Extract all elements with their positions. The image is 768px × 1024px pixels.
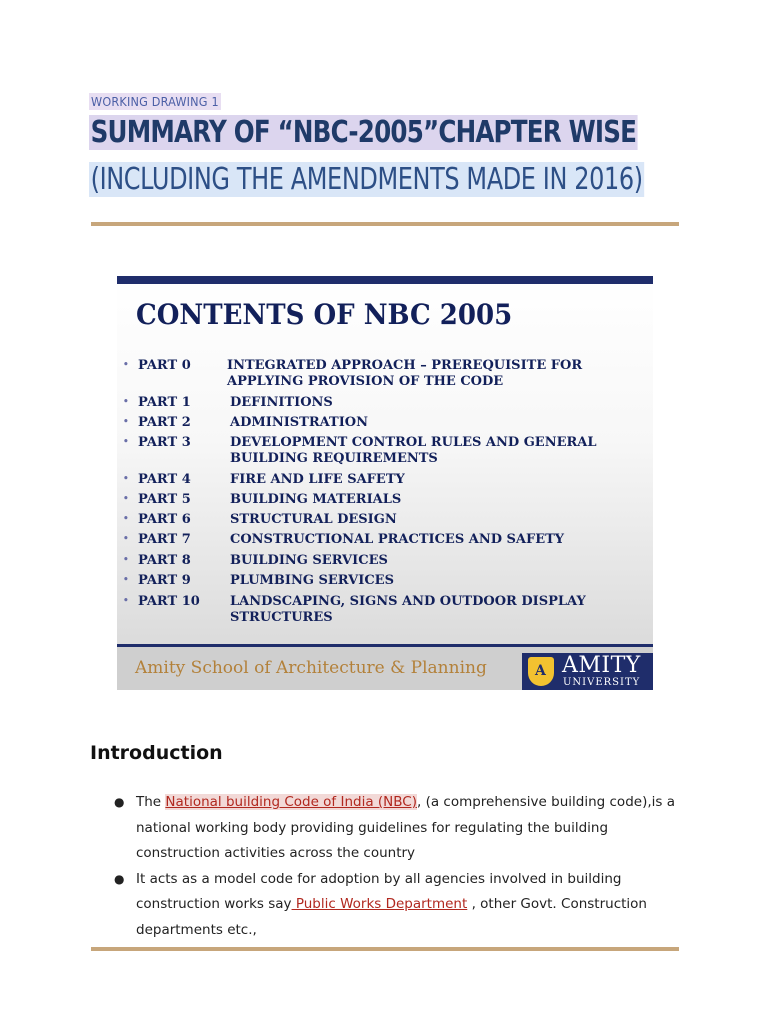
logo-name: AMITY bbox=[562, 653, 641, 678]
bullet-icon: • bbox=[123, 494, 129, 504]
bullet-icon: ● bbox=[114, 795, 125, 809]
bullet-icon: • bbox=[123, 397, 129, 407]
part-number: PART 4 bbox=[138, 472, 191, 487]
part-number: PART 1 bbox=[138, 395, 191, 410]
bullet-text: , (a comprehensive building code),is a national working body providing guidelines for regulating the building construction activities across the country bbox=[136, 794, 675, 861]
bullet-text: The bbox=[136, 794, 166, 810]
part-number: PART 6 bbox=[138, 512, 191, 527]
part-title: PLUMBING SERVICES bbox=[230, 573, 394, 588]
intro-bullet-item bbox=[90, 790, 690, 867]
section-heading: Introduction bbox=[90, 742, 223, 764]
bullet-icon: • bbox=[123, 437, 129, 447]
slide-footer-text: Amity School of Architecture & Planning bbox=[135, 658, 487, 678]
logo-subtitle: UNIVERSITY bbox=[563, 677, 641, 688]
part-number: PART 3 bbox=[138, 435, 191, 450]
document-subtitle: (INCLUDING THE AMENDMENTS MADE IN 2016) bbox=[90, 162, 643, 197]
bullet-icon: • bbox=[123, 596, 129, 606]
part-number: PART 5 bbox=[138, 492, 191, 507]
part-number: PART 10 bbox=[138, 594, 200, 609]
document-title: SUMMARY OF “NBC-2005”CHAPTER WISE bbox=[90, 115, 637, 150]
part-title: INTEGRATED APPROACH – PREREQUISITE FOR APPLYING PROVISION OF THE CODE bbox=[227, 358, 583, 389]
part-title: BUILDING SERVICES bbox=[230, 553, 388, 568]
bullet-icon: • bbox=[123, 474, 129, 484]
part-title: DEVELOPMENT CONTROL RULES AND GENERAL BUILDING REQUIREMENTS bbox=[230, 435, 597, 466]
document-kicker: WORKING DRAWING 1 bbox=[91, 94, 219, 109]
contents-slide-image bbox=[117, 276, 653, 690]
bottom-divider bbox=[91, 947, 679, 951]
part-title: STRUCTURAL DESIGN bbox=[230, 512, 397, 527]
part-number: PART 9 bbox=[138, 573, 191, 588]
intro-bullet-list bbox=[90, 790, 690, 943]
bullet-icon: ● bbox=[114, 871, 125, 886]
top-divider bbox=[91, 222, 679, 226]
slide-contents-list bbox=[117, 276, 653, 636]
part-number: PART 8 bbox=[138, 553, 191, 568]
bullet-icon: • bbox=[123, 360, 129, 370]
nbc-link[interactable]: National building Code of India (NBC) bbox=[165, 794, 417, 810]
amity-emblem-icon: A bbox=[528, 657, 554, 686]
pwd-link[interactable]: Public Works Department bbox=[291, 896, 468, 912]
bullet-text: , other Govt. Construction departments etc., bbox=[136, 896, 647, 938]
bullet-icon: • bbox=[123, 555, 129, 565]
part-number: PART 7 bbox=[138, 532, 191, 547]
part-title: CONSTRUCTIONAL PRACTICES AND SAFETY bbox=[230, 532, 565, 547]
intro-bullet-item bbox=[90, 867, 690, 944]
bullet-icon: • bbox=[123, 514, 129, 524]
bullet-icon: • bbox=[123, 534, 129, 544]
part-title: LANDSCAPING, SIGNS AND OUTDOOR DISPLAY STRUCTURES bbox=[230, 594, 586, 625]
part-title: ADMINISTRATION bbox=[230, 415, 368, 430]
bullet-icon: • bbox=[123, 575, 129, 585]
part-title: FIRE AND LIFE SAFETY bbox=[230, 472, 405, 487]
part-title: BUILDING MATERIALS bbox=[230, 492, 402, 507]
bullet-icon: • bbox=[123, 417, 129, 427]
part-number: PART 2 bbox=[138, 415, 191, 430]
part-title: DEFINITIONS bbox=[230, 395, 333, 410]
slide-heading: CONTENTS OF NBC 2005 bbox=[136, 298, 513, 331]
part-number: PART 0 bbox=[138, 358, 191, 373]
bullet-text: It acts as a model code for adoption by all agencies involved in building construction works say bbox=[136, 870, 622, 912]
